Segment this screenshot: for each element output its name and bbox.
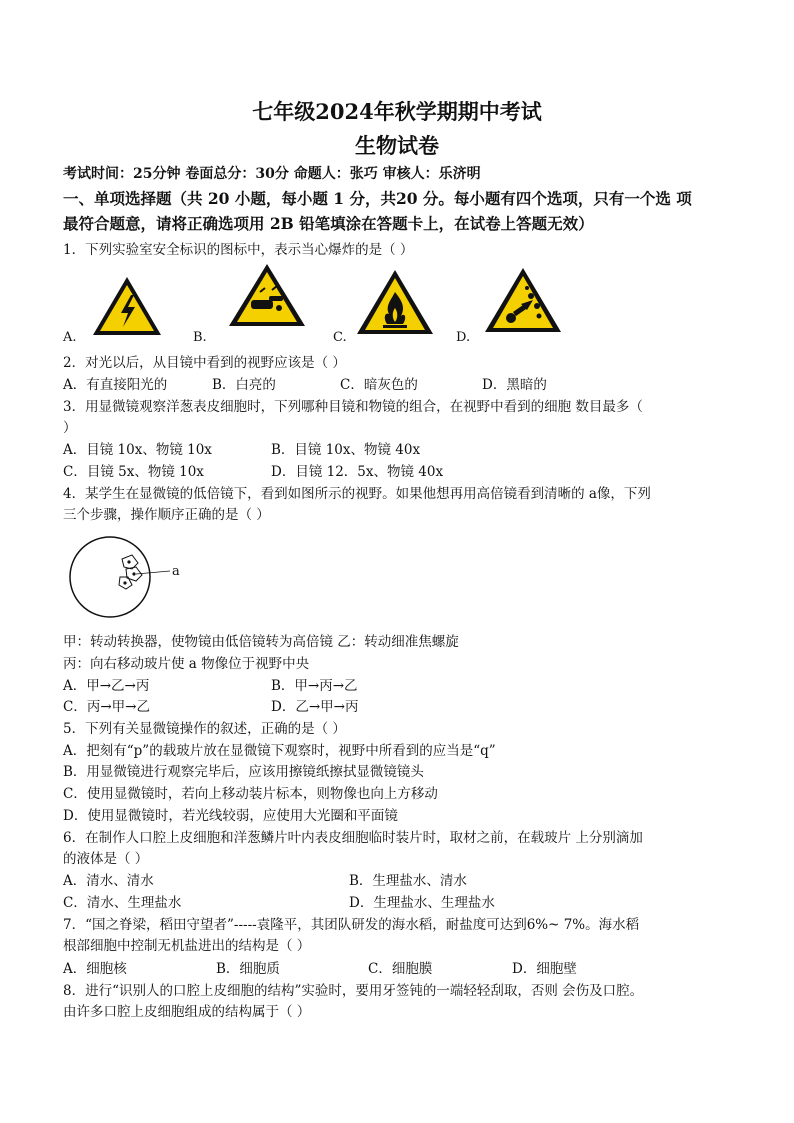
q4-stem: 4．某学生在显微镜的低倍镜下，看到如图所示的视野。如果他想再用高倍镜看到清晰的 a像，下列 xyxy=(63,486,651,502)
hand-corrosive-hazard-icon xyxy=(227,262,307,332)
q1-option-c-label: C. xyxy=(333,330,347,345)
q6-option-b: B．生理盐水、清水 xyxy=(349,873,467,889)
q4-step-line1: 甲：转动转换器，使物镜由低倍镜转为高倍镜 乙：转动细准焦螺旋 xyxy=(63,634,459,650)
q7-stem-cont: 根部细胞中控制无机盐进出的结构是（ ） xyxy=(63,938,311,954)
q3-stem-end: ） xyxy=(63,420,77,436)
q6-option-d: D．生理盐水、生理盐水 xyxy=(349,895,495,911)
q1-option-d-label: D. xyxy=(456,330,471,345)
page-subtitle: 生物试卷 xyxy=(355,133,439,158)
q8-stem-cont: 由许多口腔上皮细胞组成的结构属于（ ） xyxy=(63,1004,311,1020)
q4-option-a: A．甲→乙→丙 xyxy=(63,678,150,694)
q5-option-a: A．把刻有“p”的载玻片放在显微镜下观察时，视野中所看到的应当是“q” xyxy=(63,743,496,759)
q1-option-a-label: A. xyxy=(63,330,77,345)
q7-option-a: A．细胞核 xyxy=(63,961,127,977)
section-heading-line1: 一、单项选择题（共 20 小题，每小题 1 分，共20 分。每小题有四个选项，只有一个选 项 xyxy=(63,189,692,208)
q4-step-line2: 丙：向右移动玻片使 a 物像位于视野中央 xyxy=(63,656,310,672)
q2-stem: 2．对光以后，从目镜中看到的视野应该是（ ） xyxy=(63,355,346,371)
q4-stem-cont: 三个步骤，操作顺序正确的是（ ） xyxy=(63,507,270,523)
exam-meta: 考试时间：25分钟 卷面总分：30分 命题人：张巧 审核人：乐济明 xyxy=(63,166,481,182)
flammable-hazard-icon xyxy=(355,268,435,340)
q8-stem: 8．进行“识别人的口腔上皮细胞的结构”实验时，要用牙签钝的一端轻轻刮取，否则 会伤及口腔。 xyxy=(63,983,644,999)
q2-option-b: B．白亮的 xyxy=(212,377,276,393)
explosive-hazard-icon xyxy=(483,266,563,338)
q4-option-b: B．甲→丙→乙 xyxy=(271,678,358,694)
q1-option-b-label: B. xyxy=(193,330,207,345)
figure-label-a: a xyxy=(172,564,180,579)
q3-option-c: C．目镜 5x、物镜 10x xyxy=(63,464,204,480)
q2-option-d: D．黑暗的 xyxy=(482,377,547,393)
q2-option-a: A．有直接阳光的 xyxy=(63,377,168,393)
microscope-field-figure xyxy=(66,533,196,627)
q7-option-b: B．细胞质 xyxy=(216,961,280,977)
q3-option-a: A．目镜 10x、物镜 10x xyxy=(63,442,212,458)
q1-stem: 1．下列实验室安全标识的图标中，表示当心爆炸的是（ ） xyxy=(63,242,414,258)
q4-option-c: C．丙→甲→乙 xyxy=(63,699,150,715)
section-heading-line2: 最符合题意，请将正确选项用 2B 铅笔填涂在答题卡上，在试卷上答题无效） xyxy=(63,214,594,233)
q3-option-d: D．目镜 12．5x、物镜 40x xyxy=(271,464,444,480)
q6-stem: 6．在制作人口腔上皮细胞和洋葱鳞片叶内表皮细胞临时装片时，取材之前，在载玻片 上分别滴加 xyxy=(63,830,643,846)
q5-option-b: B．用显微镜进行观察完毕后，应该用擦镜纸擦拭显微镜镜头 xyxy=(63,764,424,780)
q7-option-c: C．细胞膜 xyxy=(368,961,433,977)
q5-stem: 5．下列有关显微镜操作的叙述，正确的是（ ） xyxy=(63,721,346,737)
electric-hazard-icon xyxy=(91,275,163,341)
q3-option-b: B．目镜 10x、物镜 40x xyxy=(271,442,421,458)
q4-option-d: D．乙→甲→丙 xyxy=(271,699,359,715)
q7-stem: 7．“国之脊梁，稻田守望者”-----袁隆平，其团队研发的海水稻，耐盐度可达到6%~ 7%。海水稻 xyxy=(63,917,640,933)
q6-option-a: A．清水、清水 xyxy=(63,873,154,889)
page-title: 七年级2024年秋学期期中考试 xyxy=(252,99,542,124)
q6-stem-cont: 的液体是（ ） xyxy=(63,851,149,867)
q6-option-c: C．清水、生理盐水 xyxy=(63,895,182,911)
q5-option-c: C．使用显微镜时，若向上移动装片标本，则物像也向上方移动 xyxy=(63,786,438,802)
q2-option-c: C．暗灰色的 xyxy=(340,377,418,393)
q5-option-d: D．使用显微镜时，若光线较弱，应使用大光圈和平面镜 xyxy=(63,808,398,824)
q3-stem: 3．用显微镜观察洋葱表皮细胞时，下列哪种目镜和物镜的组合，在视野中看到的细胞 数目最多（ xyxy=(63,399,643,415)
q7-option-d: D．细胞壁 xyxy=(512,961,577,977)
